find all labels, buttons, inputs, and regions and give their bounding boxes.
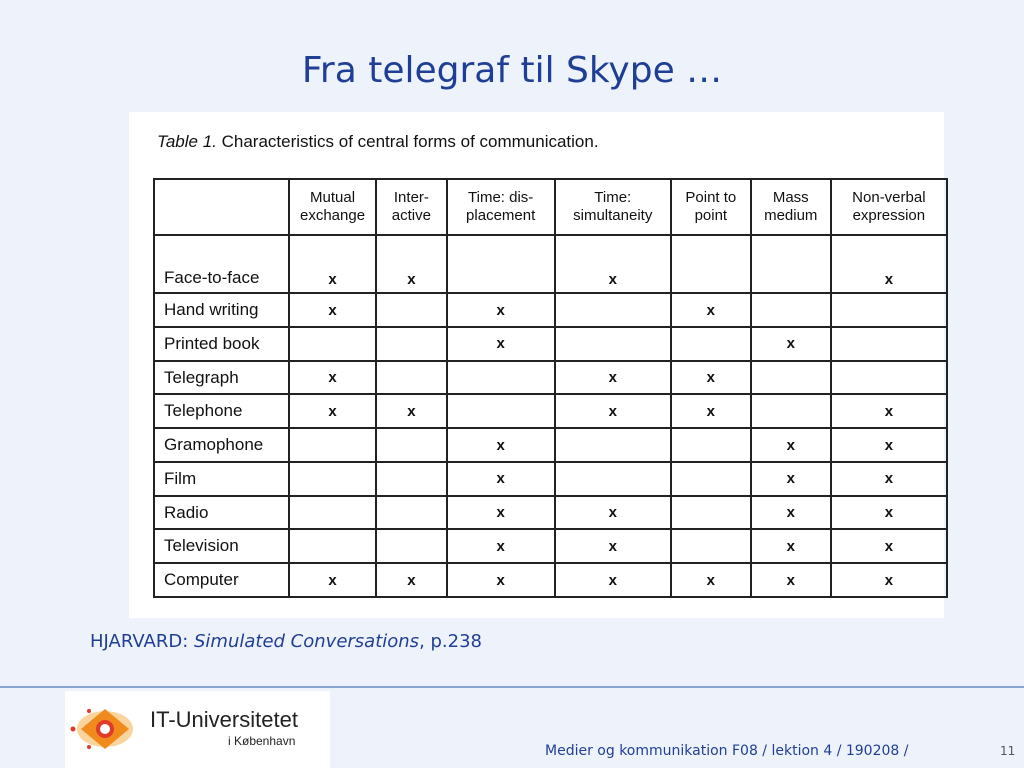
check-mark-cell: x: [447, 496, 555, 530]
check-mark-cell: x: [376, 563, 447, 597]
table-caption: [157, 132, 599, 152]
empty-cell: [831, 361, 947, 395]
check-mark-cell: x: [289, 235, 376, 293]
check-mark-cell: x: [751, 563, 831, 597]
table-corner-cell: [154, 179, 289, 235]
characteristics-table: [153, 178, 948, 598]
column-header: Time: simultaneity: [555, 179, 671, 235]
table-row: [154, 394, 947, 428]
check-mark-cell: x: [555, 394, 671, 428]
check-mark-cell: x: [376, 235, 447, 293]
column-header: Non-verbal expression: [831, 179, 947, 235]
check-mark-cell: x: [447, 327, 555, 361]
check-mark-cell: x: [447, 563, 555, 597]
empty-cell: [447, 235, 555, 293]
table-row: [154, 428, 947, 462]
column-header: Time: dis- placement: [447, 179, 555, 235]
check-mark-cell: x: [555, 496, 671, 530]
empty-cell: [376, 293, 447, 327]
scanned-table-figure: [129, 112, 944, 618]
empty-cell: [376, 496, 447, 530]
logo-name: IT-Universitetet: [150, 707, 298, 732]
check-mark-cell: x: [555, 563, 671, 597]
empty-cell: [447, 394, 555, 428]
source-author: HJARVARD:: [90, 631, 194, 652]
row-label: Telephone: [154, 394, 289, 428]
empty-cell: [447, 361, 555, 395]
table-row: [154, 327, 947, 361]
row-label: Radio: [154, 496, 289, 530]
row-label: Face-to-face: [154, 235, 289, 293]
empty-cell: [671, 496, 751, 530]
empty-cell: [555, 428, 671, 462]
empty-cell: [751, 361, 831, 395]
check-mark-cell: x: [831, 563, 947, 597]
empty-cell: [376, 327, 447, 361]
row-label: Telegraph: [154, 361, 289, 395]
check-mark-cell: x: [751, 496, 831, 530]
check-mark-cell: x: [751, 327, 831, 361]
check-mark-cell: x: [447, 529, 555, 563]
empty-cell: [671, 462, 751, 496]
check-mark-cell: x: [289, 293, 376, 327]
table-row: [154, 563, 947, 597]
column-header: Mass medium: [751, 179, 831, 235]
empty-cell: [289, 496, 376, 530]
check-mark-cell: x: [671, 293, 751, 327]
source-citation: [90, 631, 482, 652]
empty-cell: [831, 327, 947, 361]
empty-cell: [671, 529, 751, 563]
check-mark-cell: x: [831, 462, 947, 496]
column-header: Mutual exchange: [289, 179, 376, 235]
table-row: [154, 529, 947, 563]
empty-cell: [376, 529, 447, 563]
empty-cell: [376, 462, 447, 496]
empty-cell: [671, 428, 751, 462]
check-mark-cell: x: [376, 394, 447, 428]
empty-cell: [555, 293, 671, 327]
table-row: [154, 361, 947, 395]
empty-cell: [751, 293, 831, 327]
slide-title: Fra telegraf til Skype …: [301, 50, 723, 91]
table-row: [154, 293, 947, 327]
column-header: Inter- active: [376, 179, 447, 235]
check-mark-cell: x: [555, 529, 671, 563]
university-logo: [65, 691, 330, 768]
check-mark-cell: x: [671, 361, 751, 395]
table-row: [154, 496, 947, 530]
empty-cell: [671, 235, 751, 293]
check-mark-cell: x: [751, 462, 831, 496]
table-header-row: [154, 179, 947, 235]
empty-cell: [289, 462, 376, 496]
check-mark-cell: x: [289, 563, 376, 597]
check-mark-cell: x: [831, 529, 947, 563]
empty-cell: [831, 293, 947, 327]
check-mark-cell: x: [447, 293, 555, 327]
check-mark-cell: x: [289, 394, 376, 428]
itu-logo-icon: [67, 699, 147, 761]
check-mark-cell: x: [831, 428, 947, 462]
check-mark-cell: x: [447, 428, 555, 462]
page-number: 11: [1000, 744, 1016, 758]
check-mark-cell: x: [289, 361, 376, 395]
check-mark-cell: x: [831, 496, 947, 530]
empty-cell: [289, 529, 376, 563]
footer-divider: [0, 686, 1024, 688]
empty-cell: [376, 361, 447, 395]
logo-subtitle: i København: [228, 734, 296, 748]
check-mark-cell: x: [751, 428, 831, 462]
empty-cell: [555, 462, 671, 496]
check-mark-cell: x: [447, 462, 555, 496]
check-mark-cell: x: [555, 361, 671, 395]
table-caption-text: Characteristics of central forms of communication.: [216, 132, 599, 151]
check-mark-cell: x: [671, 394, 751, 428]
empty-cell: [671, 327, 751, 361]
row-label: Film: [154, 462, 289, 496]
row-label: Printed book: [154, 327, 289, 361]
source-title: Simulated Conversations: [194, 631, 420, 652]
empty-cell: [289, 327, 376, 361]
column-header: Point to point: [671, 179, 751, 235]
row-label: Computer: [154, 563, 289, 597]
footer-course-info: Medier og kommunikation F08 / lektion 4 / 190208 /: [545, 743, 909, 759]
row-label: Gramophone: [154, 428, 289, 462]
row-label: Hand writing: [154, 293, 289, 327]
empty-cell: [555, 327, 671, 361]
empty-cell: [751, 235, 831, 293]
check-mark-cell: x: [751, 529, 831, 563]
check-mark-cell: x: [831, 235, 947, 293]
empty-cell: [376, 428, 447, 462]
check-mark-cell: x: [555, 235, 671, 293]
empty-cell: [289, 428, 376, 462]
table-row: [154, 235, 947, 293]
row-label: Television: [154, 529, 289, 563]
table-caption-number: Table 1.: [157, 132, 217, 151]
source-page: , p.238: [419, 631, 483, 652]
table-row: [154, 462, 947, 496]
check-mark-cell: x: [671, 563, 751, 597]
check-mark-cell: x: [831, 394, 947, 428]
empty-cell: [751, 394, 831, 428]
